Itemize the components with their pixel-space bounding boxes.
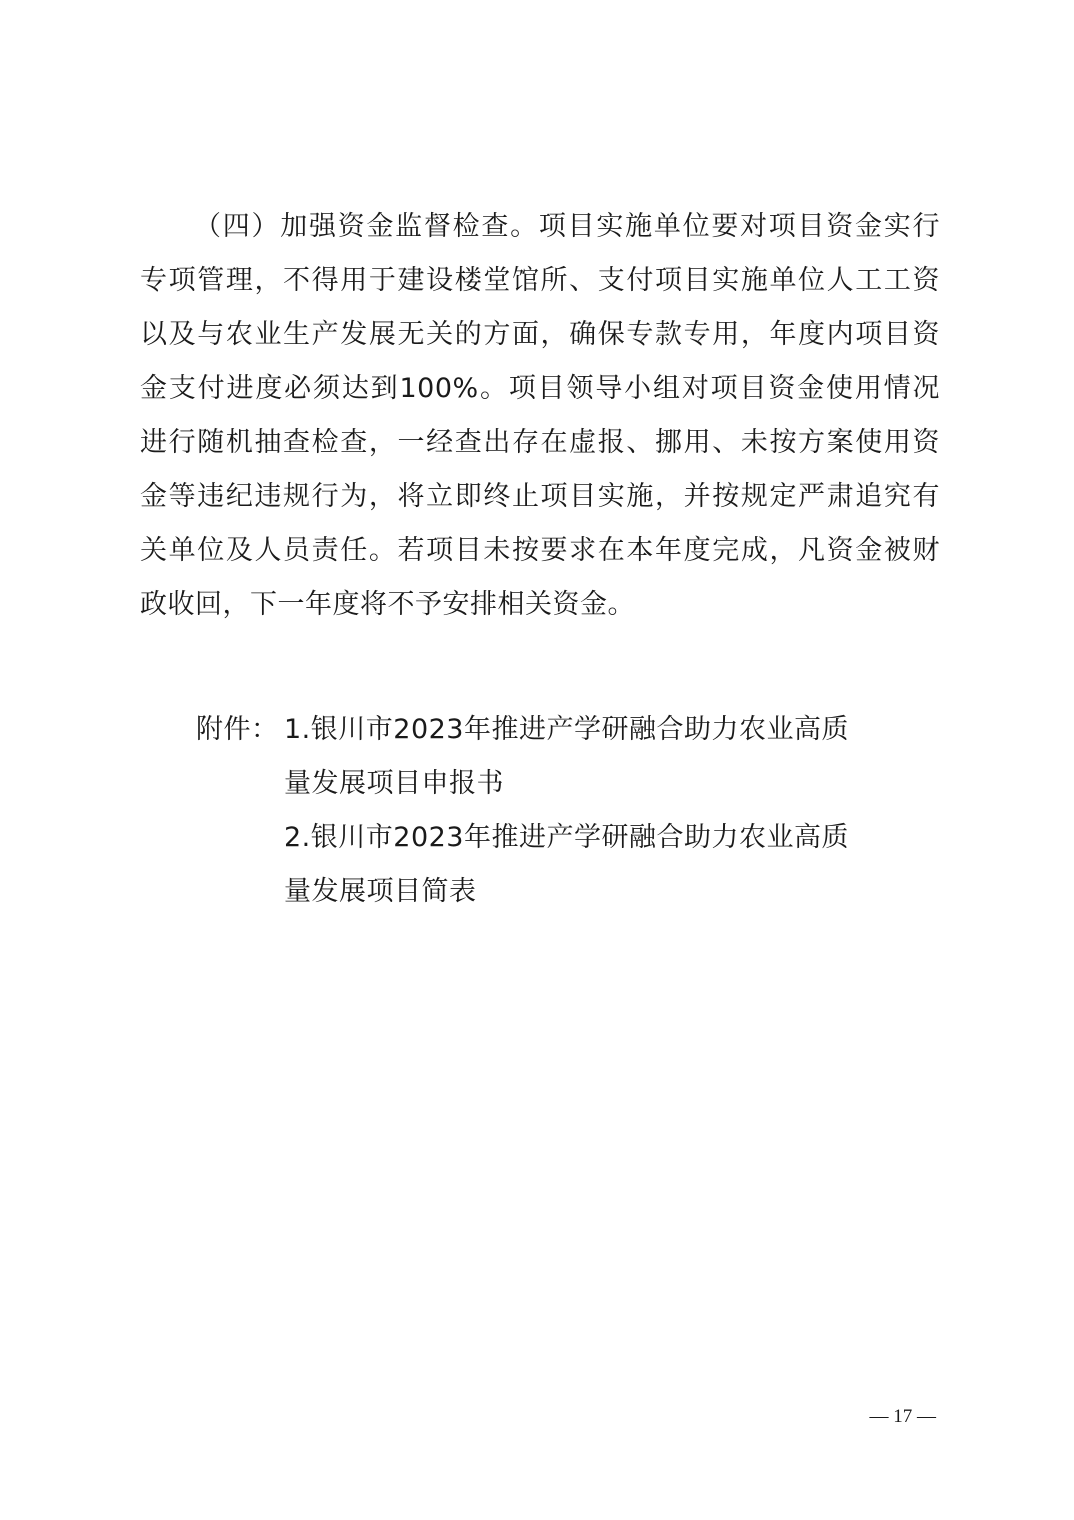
attachment-title-line: 量发展项目申报书 bbox=[284, 768, 504, 799]
attachment-item-1-cont bbox=[196, 757, 916, 811]
paragraph-line-4: 金支付进度必须达到100%。项目领导小组对项目资金使用情况 bbox=[140, 373, 940, 404]
attachment-title-line: 2.银川市2023年推进产学研融合助力农业高质 bbox=[284, 822, 849, 853]
section-heading: （四）加强资金监督检查。 bbox=[194, 211, 539, 242]
attachments-list bbox=[196, 703, 916, 919]
attachment-item-1 bbox=[196, 703, 916, 757]
section-paragraph bbox=[140, 200, 940, 632]
attachment-item-2 bbox=[196, 811, 916, 865]
paragraph-line-2: 专项管理，不得用于建设楼堂馆所、支付项目实施单位人工工资 bbox=[140, 265, 940, 296]
attachment-title-line: 1.银川市2023年推进产学研融合助力农业高质 bbox=[284, 714, 849, 745]
paragraph-line-6: 金等违纪违规行为，将立即终止项目实施，并按规定严肃追究有 bbox=[140, 481, 940, 512]
paragraph-line-3: 以及与农业生产发展无关的方面，确保专款专用，年度内项目资 bbox=[140, 319, 940, 350]
attachments-label: 附件： bbox=[196, 714, 279, 745]
attachment-title-line: 量发展项目简表 bbox=[284, 876, 477, 907]
attachment-item-2-cont bbox=[196, 865, 916, 919]
paragraph-line-5: 进行随机抽查检查，一经查出存在虚报、挪用、未按方案使用资 bbox=[140, 427, 940, 458]
paragraph-line-8: 政收回，下一年度将不予安排相关资金。 bbox=[140, 589, 635, 620]
paragraph-line-7: 关单位及人员责任。若项目未按要求在本年度完成，凡资金被财 bbox=[140, 535, 940, 566]
paragraph-line-1 bbox=[140, 200, 940, 254]
paragraph-line-text: 项目实施单位要对项目资金实行 bbox=[538, 211, 941, 242]
page-number: — 17 — bbox=[869, 1406, 936, 1427]
